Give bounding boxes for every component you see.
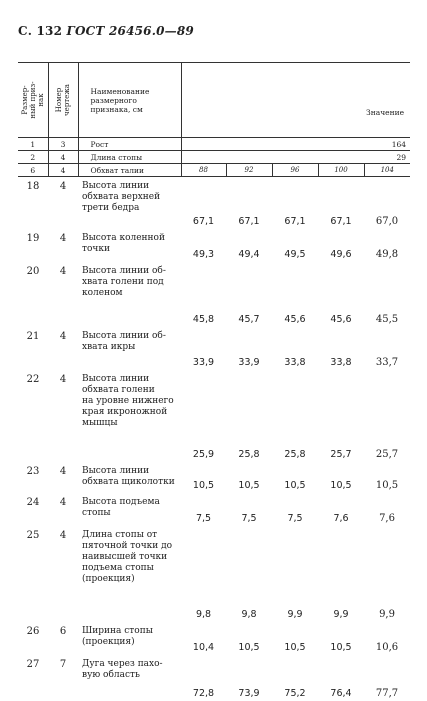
value-cell: 45,5 (375, 313, 399, 325)
figure-number: 4 (59, 330, 67, 342)
value-cell: 49,8 (375, 248, 399, 260)
sign-name-line: хвата голени под (82, 276, 164, 287)
sign-name (78, 655, 181, 701)
girth-value: 88 (181, 164, 226, 177)
sign-name-line: на уровне нижнего (82, 395, 174, 406)
figure-number: 4 (59, 232, 67, 244)
value-cell: 33,8 (284, 356, 306, 368)
table-row (18, 526, 410, 622)
sign-name-line: Дуга через пахо- (82, 658, 163, 669)
sign-name-line: (проекция) (82, 636, 135, 647)
sign-name (78, 462, 181, 493)
value-cell: 25,8 (238, 448, 260, 460)
sign-number: 27 (26, 658, 40, 670)
figure-number: 4 (59, 265, 67, 277)
value-cell: 75,2 (284, 687, 306, 699)
table-row (18, 370, 410, 462)
sign-name-line: наивысшей точки (82, 551, 168, 562)
sign-name-line: обхвата щиколотки (82, 476, 175, 487)
value-cell: 67,1 (284, 215, 306, 227)
girth-value: 100 (318, 164, 364, 177)
value-cell: 9,8 (241, 608, 257, 620)
sign-number: 22 (26, 373, 40, 385)
sign-name (78, 327, 181, 370)
sign-name (78, 493, 181, 526)
waist-girth-row: 6 4 Обхват талии 88 92 96 100 104 (18, 164, 410, 177)
table-row (18, 462, 410, 493)
page-header (18, 24, 194, 38)
sign-name-line: Высота линии об- (82, 330, 166, 341)
value-cell: 49,4 (238, 248, 260, 260)
value-cell: 9,9 (333, 608, 349, 620)
table-row (18, 262, 410, 327)
sign-number: 21 (26, 330, 40, 342)
value-cell: 10,5 (284, 479, 306, 491)
value-cell: 49,3 (192, 248, 215, 260)
sign-name-line: обхвата голени (82, 384, 155, 395)
sign-name-line: мышцы (82, 417, 118, 428)
column-header-figure: Номер чертежа (48, 63, 78, 138)
value-cell: 73,9 (238, 687, 260, 699)
value-cell: 10,5 (238, 641, 260, 653)
column-header-sign: Размер- ный приз- нак (18, 63, 48, 138)
figure-number: 4 (59, 181, 67, 192)
table-body (18, 138, 410, 701)
sign-number: 20 (26, 265, 40, 277)
value-cell: 25,7 (375, 448, 399, 460)
value-cell: 67,1 (238, 215, 260, 227)
value-cell: 10,5 (238, 479, 260, 491)
value-cell: 45,6 (330, 313, 352, 325)
value-cell: 9,8 (195, 608, 212, 620)
sign-name-line: Ширина стопы (82, 625, 153, 636)
sign-name (78, 622, 181, 655)
value-cell: 10,5 (192, 479, 215, 491)
summary-row: 1 3 Рост 164 (18, 138, 410, 151)
sign-name (78, 370, 181, 462)
sign-name-line: Длина стопы от (82, 529, 158, 540)
value-cell: 7,5 (287, 512, 303, 524)
sign-number: 18 (26, 181, 40, 192)
value-cell: 9,9 (287, 608, 303, 620)
value-cell: 7,5 (241, 512, 257, 524)
column-header-value: Значение (181, 63, 410, 138)
value-cell: 33,9 (192, 356, 215, 368)
value-cell: 45,8 (192, 313, 215, 325)
value-cell: 72,8 (192, 687, 215, 699)
value-cell: 25,9 (192, 448, 215, 460)
sign-name-line: коленом (82, 287, 123, 298)
sign-name-line: Высота линии об- (82, 265, 166, 276)
value-cell: 10,5 (330, 641, 352, 653)
table-row (18, 177, 410, 229)
sign-number: 26 (26, 625, 40, 637)
sign-name (78, 229, 181, 262)
table-row (18, 622, 410, 655)
figure-number: 6 (59, 625, 67, 637)
sign-name-line: Высота линии (82, 465, 150, 476)
summary-row: 2 4 Длина стопы 29 (18, 151, 410, 164)
measurement-table-container (18, 62, 410, 701)
sign-name-line: стопы (82, 507, 111, 518)
figure-number: 4 (59, 529, 67, 541)
value-cell: 77,7 (375, 687, 399, 699)
value-cell: 49,5 (284, 248, 306, 260)
value-cell: 10,5 (375, 479, 399, 491)
sign-number: 23 (26, 465, 40, 477)
value-cell: 45,6 (284, 313, 306, 325)
value-cell: 67,1 (330, 215, 352, 227)
measurement-table (18, 62, 410, 701)
value-cell: 49,6 (330, 248, 352, 260)
figure-number: 4 (59, 496, 67, 508)
table-row (18, 493, 410, 526)
girth-value: 104 (364, 164, 410, 177)
sign-name-line: вую область (82, 669, 140, 680)
girth-value: 92 (226, 164, 272, 177)
value-cell: 7,6 (379, 512, 395, 524)
sign-name-line: (проекция) (82, 573, 135, 584)
column-header-name: Наименование размерного признака, см (78, 63, 181, 138)
sign-name-line: трети бедра (82, 203, 140, 213)
value-cell: 9,9 (379, 608, 395, 620)
value-cell: 10,5 (330, 479, 352, 491)
sign-name-line: края икроножной (82, 406, 168, 417)
figure-number: 7 (59, 658, 67, 670)
value-cell: 7,5 (195, 512, 212, 524)
sign-name-line: Высота подъема (82, 496, 160, 507)
sign-name (78, 177, 181, 229)
sign-number: 19 (26, 232, 40, 244)
sign-name-line: Высота линии (82, 373, 150, 384)
standard-code: ГОСТ (66, 24, 105, 38)
sign-name-line: подъема стопы (82, 562, 154, 573)
table-row (18, 229, 410, 262)
sign-number: 24 (26, 496, 40, 508)
sign-name (78, 262, 181, 327)
value-cell: 33,9 (238, 356, 260, 368)
value-cell: 67,0 (375, 215, 399, 227)
value-cell: 67,1 (192, 215, 215, 227)
sign-name-line: Высота линии (82, 181, 150, 191)
value-cell: 10,6 (375, 641, 399, 653)
sign-name-line: точки (82, 243, 110, 254)
sign-name-line: обхвата верхней (82, 192, 161, 202)
sign-number: 25 (26, 529, 40, 541)
value-cell: 10,5 (284, 641, 306, 653)
table-header-row (18, 63, 410, 138)
table-row (18, 327, 410, 370)
sign-name-line: пяточной точки до (82, 540, 173, 551)
value-cell: 25,8 (284, 448, 306, 460)
value-cell: 33,8 (330, 356, 352, 368)
value-cell: 7,6 (333, 512, 349, 524)
value-cell: 45,7 (238, 313, 260, 325)
value-cell: 10,4 (192, 641, 215, 653)
value-cell: 25,7 (330, 448, 352, 460)
standard-number: 26456.0—89 (108, 24, 194, 38)
page-number: С. 132 (18, 24, 63, 38)
figure-number: 4 (59, 465, 67, 477)
value-cell: 33,7 (375, 356, 399, 368)
sign-name (78, 526, 181, 622)
sign-name-line: Высота коленной (82, 232, 165, 243)
figure-number: 4 (59, 373, 67, 385)
table-row (18, 655, 410, 701)
sign-name-line: хвата икры (82, 341, 136, 352)
girth-value: 96 (272, 164, 318, 177)
value-cell: 76,4 (330, 687, 352, 699)
